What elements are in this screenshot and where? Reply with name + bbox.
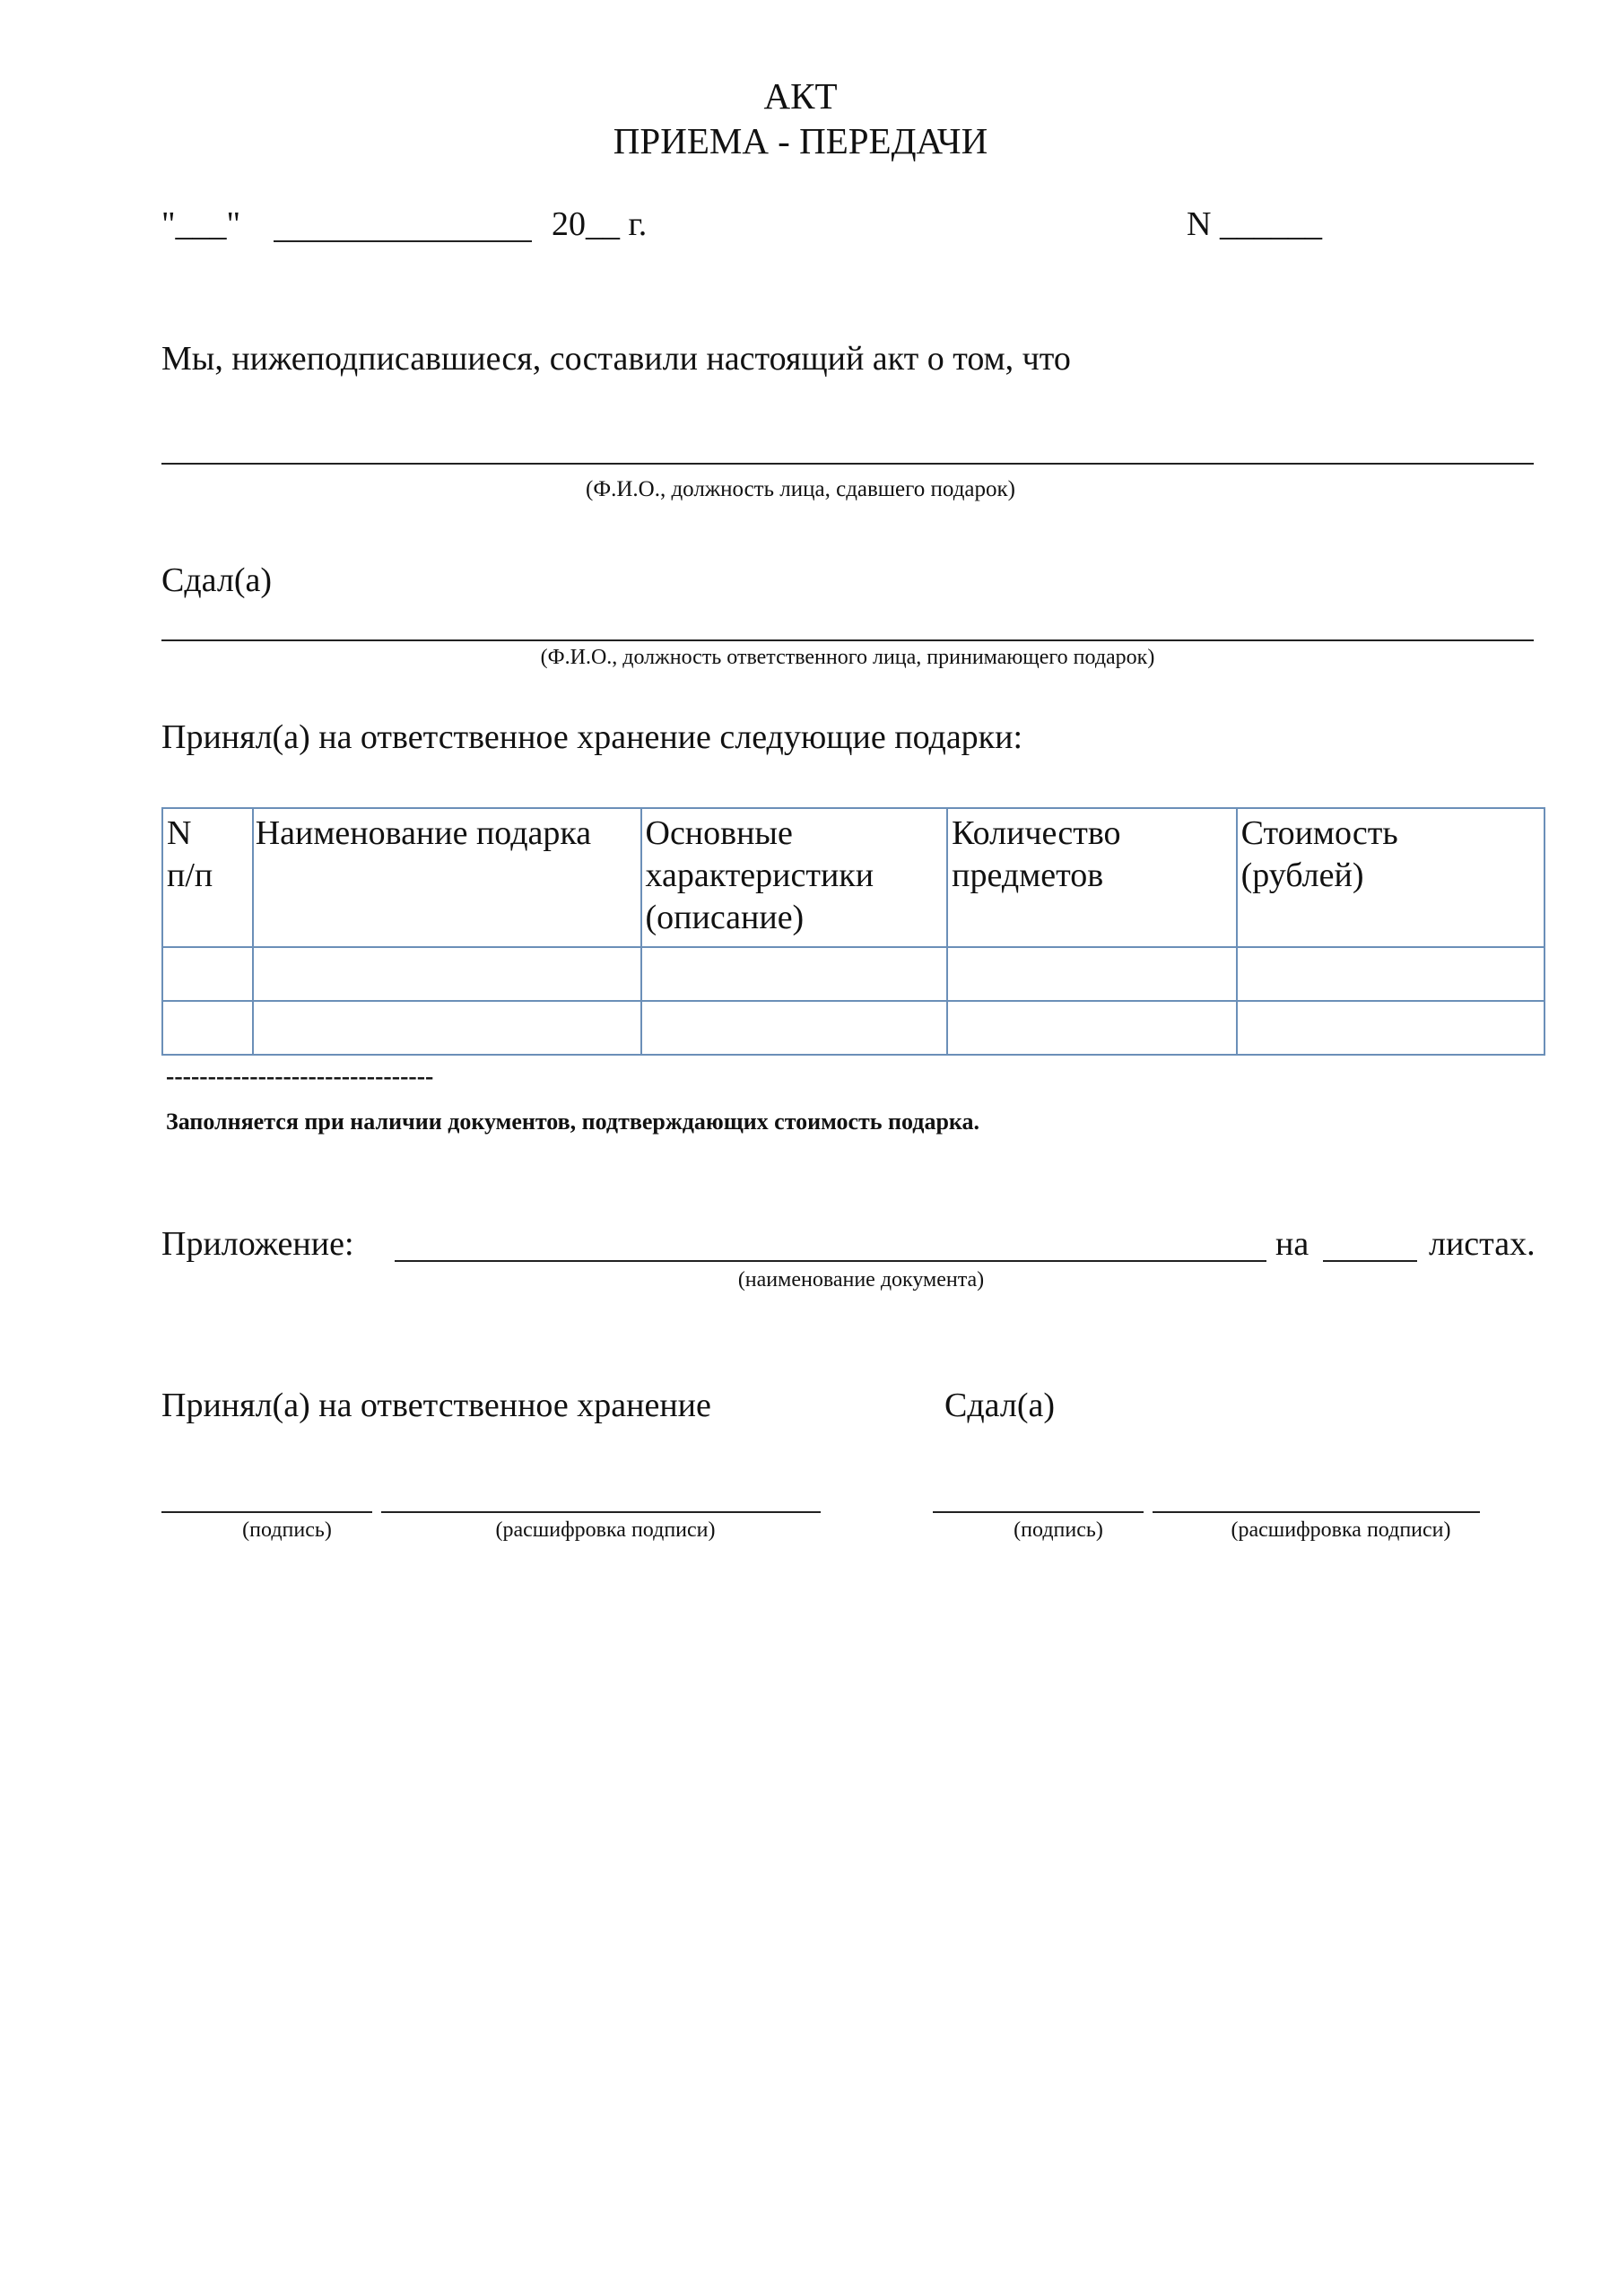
accepted-sentence: Принял(а) на ответственное хранение следующие подарки: <box>161 718 1023 756</box>
table-cell[interactable] <box>162 1001 253 1055</box>
accepted-signature-caption: (подпись) <box>242 1518 332 1542</box>
date-year: 20__ г. <box>552 205 648 243</box>
accepted-signature-title: Принял(а) на ответственное хранение <box>161 1387 711 1424</box>
receiver-caption: (Ф.И.О., должность ответственного лица, принимающего подарок) <box>540 646 1155 669</box>
date-day: "___" <box>161 205 241 243</box>
table-cell[interactable] <box>253 947 641 1001</box>
col-header-characteristics: Основные характеристики (описание) <box>641 808 948 947</box>
attachment-sheets: листах. <box>1429 1225 1536 1263</box>
col-header-number: N п/п <box>162 808 253 947</box>
intro-sentence: Мы, нижеподписавшиеся, составили настоящий акт о том, что <box>161 340 1071 378</box>
gifts-table <box>161 807 1545 1056</box>
document-number: N ______ <box>1187 205 1322 243</box>
table-cell[interactable] <box>162 947 253 1001</box>
handed-decoding-caption: (расшифровка подписи) <box>1231 1518 1451 1542</box>
receiver-name-line[interactable] <box>161 639 1534 641</box>
document-subtitle: ПРИЕМА - ПЕРЕДАЧИ <box>613 120 988 161</box>
col-header-cost: Стоимость (рублей) <box>1237 808 1544 947</box>
accepted-decoding-line[interactable] <box>381 1511 821 1513</box>
document-title: АКТ <box>763 75 838 117</box>
table-cell[interactable] <box>947 947 1236 1001</box>
date-month-line[interactable] <box>274 240 532 242</box>
handed-signature-line[interactable] <box>933 1511 1144 1513</box>
attachment-caption: (наименование документа) <box>737 1268 985 1292</box>
table-header-row <box>162 808 1544 947</box>
attachment-sheets-line[interactable] <box>1323 1260 1417 1262</box>
attachment-name-line[interactable] <box>395 1260 1266 1262</box>
table-cell[interactable] <box>641 947 948 1001</box>
col-header-gift-name: Наименование подарка <box>253 808 641 947</box>
table-cell[interactable] <box>1237 1001 1544 1055</box>
footnote-text: Заполняется при наличии документов, подтверждающих стоимость подарка. <box>166 1109 979 1135</box>
handed-signature-title: Сдал(а) <box>944 1387 1056 1424</box>
accepted-signature-line[interactable] <box>161 1511 372 1513</box>
sender-caption: (Ф.И.О., должность лица, сдавшего подарок) <box>586 477 1015 501</box>
accepted-decoding-caption: (расшифровка подписи) <box>495 1518 716 1542</box>
table-cell[interactable] <box>253 1001 641 1055</box>
col-header-quantity: Количество предметов <box>947 808 1236 947</box>
handed-label: Сдал(а) <box>161 561 273 599</box>
table-cell[interactable] <box>1237 947 1544 1001</box>
attachment-on: на <box>1275 1225 1310 1263</box>
handed-decoding-line[interactable] <box>1153 1511 1480 1513</box>
footnote-separator: -------------------------------- <box>166 1063 434 1091</box>
table-row <box>162 1001 1544 1055</box>
table-cell[interactable] <box>641 1001 948 1055</box>
sender-name-line[interactable] <box>161 463 1534 465</box>
attachment-label: Приложение: <box>161 1225 354 1263</box>
table-row <box>162 947 1544 1001</box>
table-cell[interactable] <box>947 1001 1236 1055</box>
handed-signature-caption: (подпись) <box>1014 1518 1103 1542</box>
